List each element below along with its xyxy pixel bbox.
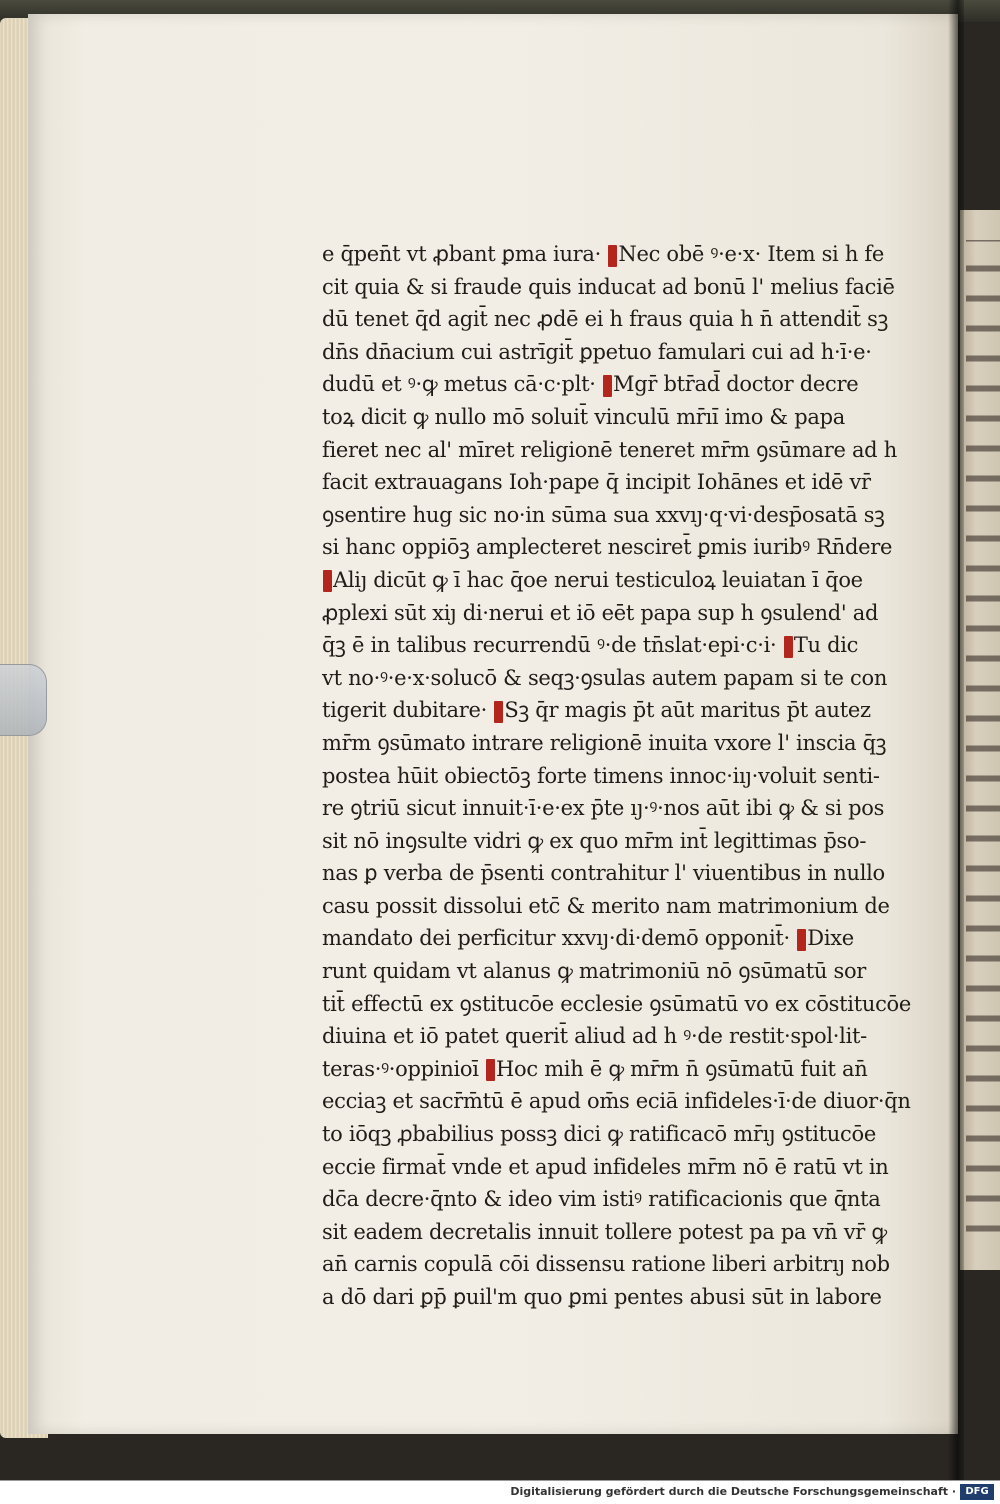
text-line: tit̄ effectū ex ꝯstitucōe ecclesie ꝯsūmatū vo ex cōstitucōe <box>322 991 911 1016</box>
rubric-mark-icon <box>323 570 332 592</box>
text-line: fieret nec al' mīret religionē teneret mr̄m ꝯsūmare ad h <box>322 437 897 462</box>
text-line <box>322 629 932 662</box>
text-line: runt quidam vt alanus ꝙ matrimoniū nō ꝯsūmatū sor <box>322 959 867 984</box>
text-line: ꝓplexi sūt xiȷ di·nerui et iō eēt papa sup h ꝯsulend' ad <box>322 600 879 625</box>
text-line: facit extrauagans Ioh·pape q̄ incipit Iohānes et idē vr̄ <box>322 470 871 495</box>
text-segment: teras·ꝰ·oppinioī <box>322 1056 485 1081</box>
text-line: cit quia & si fraude quis inducat ad bonū l' melius faciē <box>322 274 895 299</box>
rubric-mark-icon <box>494 701 503 723</box>
text-line: ecciaꝫ et sacr̄m̄tū ē apud om̄s eciā infideles·ī·de diuor·q̄n <box>322 1089 911 1114</box>
text-line: si hanc oppiōꝫ amplecteret nesciret̄ ꝑmis iuribꝰ Rn̄dere <box>322 535 893 560</box>
text-segment: Nec obē ꝰ·e·x· Item si h fe <box>618 242 885 266</box>
text-segment: Hoc mih ē ꝙ mr̄m n̄ ꝯsūmatū fuit an̄ <box>496 1056 868 1081</box>
text-line: diuina et iō patet querit̄ aliud ad h ꝰ·de restit·spol·lit- <box>322 1024 867 1049</box>
text-line: sit nō inꝯsulte vidri ꝙ ex quo mr̄m int̄ legittimas p̄so- <box>322 828 867 853</box>
text-line: eccie firmat̄ vnde et apud infideles mr̄m nō ē ratū vt in <box>322 1154 889 1179</box>
rubric-mark-icon <box>608 245 617 267</box>
text-line: dc̄a decre·q̄nto & ideo vim istiꝰ ratificacionis que q̄nta <box>322 1187 881 1212</box>
text-segment: dudū et ꝰ·ꝙ metus cā·c·plt· <box>322 372 602 397</box>
text-line: dn̄s dn̄acium cui astrīgit̄ ꝑpetuo famulari cui ad h·ī·e· <box>322 339 872 364</box>
text-line: ꝯsentire hug sic no·in sūma sua xxvıȷ·q·vi·desp̄osatā sꝫ <box>322 502 885 527</box>
rubric-mark-icon <box>784 636 793 658</box>
text-line: re ꝯtriū sicut innuit·ī·e·ex p̄te ıȷ·ꝰ·nos aūt ibi ꝙ & si pos <box>322 796 885 821</box>
rubric-mark-icon <box>486 1059 495 1081</box>
text-segment: tigerit dubitare· <box>322 698 494 723</box>
text-segment: e q̄pen̄t vt ꝓbant ꝑma iura· <box>322 242 608 266</box>
text-segment: Sꝫ q̄r magis p̄t aūt maritus p̄t autez <box>504 698 871 723</box>
gutter-shadow <box>948 0 964 1480</box>
text-segment: Aliȷ dicūt ꝙ ī hac q̄oe nerui testiculoꝝ leuiatan ī q̄oe <box>333 567 863 592</box>
text-line <box>322 368 932 401</box>
text-line <box>322 1053 932 1086</box>
text-line: toꝝ dicit ꝙ nullo mō soluit̄ vinculū mr̄ıı̄ imo & papa <box>322 404 845 429</box>
text-line: casu possit dissolui etc̄ & merito nam matrimonium de <box>322 893 890 918</box>
rubric-mark-icon <box>603 375 612 397</box>
text-line <box>322 922 932 955</box>
text-segment: Dixe <box>807 926 854 951</box>
text-line: sit eadem decretalis innuit tollere potest pa pa vn̄ vr̄ ꝙ <box>322 1219 887 1244</box>
text-line: postea hūit obiectōꝫ forte timens innoc·iıȷ·voluit senti- <box>322 763 880 788</box>
footer-bar <box>0 1480 1000 1504</box>
text-line: mr̄m ꝯsūmato intrare religionē inuita vxore l' inscia q̄ꝫ <box>322 730 887 755</box>
text-line <box>322 564 932 597</box>
text-segment: Tu dic <box>793 633 859 658</box>
text-line: a dō dari ꝑp̄ ꝑuil'm quo ꝑmi pentes abusi sūt in labore <box>322 1285 882 1309</box>
text-line <box>322 238 932 271</box>
text-column <box>322 238 932 1314</box>
text-line: an̄ carnis copulā cōi dissensu ratione liberi arbitrıȷ nob <box>322 1252 890 1277</box>
text-line: dū tenet q̄d agit̄ nec ꝓdē ei h fraus quia h n̄ attendit̄ sꝫ <box>322 307 889 332</box>
text-line: to iōqꝫ ꝓbabilius possꝫ dici ꝙ ratificacō mr̄ıȷ ꝯstitucōe <box>322 1122 876 1147</box>
footer-credit: Digitalisierung gefördert durch die Deutsche Forschungsgemeinschaft · <box>510 1485 956 1498</box>
dfg-logo: DFG <box>960 1484 994 1500</box>
text-line: vt no·ꝰ·e·x·solucō & seqꝫ·ꝯsulas autem papam si te con <box>322 665 888 690</box>
facing-page-text <box>966 240 1000 1250</box>
page-holder-clip <box>0 664 47 736</box>
text-segment: Mgr̄ btr̄ad̄ doctor decre <box>613 372 859 397</box>
text-line: nas ꝑ verba de p̄senti contrahitur l' viuentibus in nullo <box>322 861 885 886</box>
text-segment: mandato dei perficitur xxvıȷ·di·demō opponit̄· <box>322 926 797 951</box>
rubric-mark-icon <box>797 929 806 951</box>
text-segment: q̄ꝫ ē in talibus recurrendū ꝰ·de tn̄slat·epi·c·i· <box>322 633 783 658</box>
text-line <box>322 694 932 727</box>
